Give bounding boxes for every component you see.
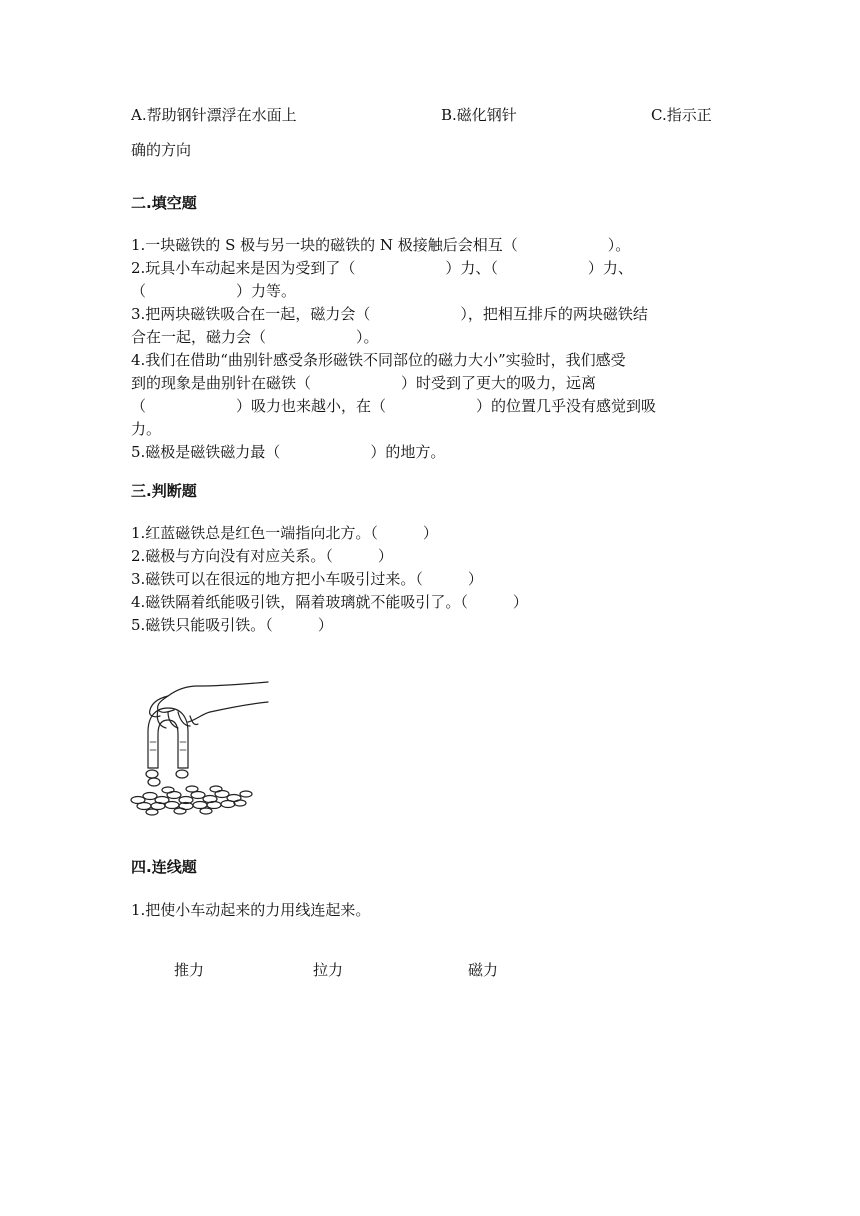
fill-blank-line: 3.把两块磁铁吸合在一起，磁力会（ ），把相互排斥的两块磁铁结 <box>131 305 648 323</box>
fill-blank-line: 5.磁极是磁铁磁力最（ ）的地方。 <box>131 443 446 461</box>
fill-blank-line: 到的现象是曲别针在磁铁（ ）时受到了更大的吸力，远离 <box>131 374 597 392</box>
fill-blank-line: 合在一起，磁力会（ ）。 <box>131 328 379 346</box>
option-b: B.磁化钢针 <box>441 106 517 124</box>
true-false-line: 1.红蓝磁铁总是红色一端指向北方。（ ） <box>131 524 438 542</box>
option-c-start: C.指示正 <box>651 106 712 124</box>
true-false-line: 5.磁铁只能吸引铁。（ ） <box>131 616 333 634</box>
force-magnetic-label: 磁力 <box>468 961 499 979</box>
fill-blank-line: 2.玩具小车动起来是因为受到了（ ）力、（ ）力、 <box>131 259 633 277</box>
section-matching-title: 四.连线题 <box>131 858 197 876</box>
fill-blank-line: 4.我们在借助“曲别针感受条形磁铁不同部位的磁力大小”实验时，我们感受 <box>131 351 626 369</box>
true-false-line: 4.磁铁隔着纸能吸引铁，隔着玻璃就不能吸引了。（ ） <box>131 593 528 611</box>
fill-blank-line: 1.一块磁铁的 S 极与另一块的磁铁的 N 极接触后会相互（ ）。 <box>131 236 631 254</box>
option-c-end: 确的方向 <box>131 141 192 159</box>
true-false-line: 2.磁极与方向没有对应关系。（ ） <box>131 547 393 565</box>
magnet-illustration <box>128 672 270 817</box>
fill-blank-line: （ ）吸力也来越小，在（ ）的位置几乎没有感觉到吸 <box>131 397 657 415</box>
section-fill-blank-title: 二.填空题 <box>131 194 197 212</box>
fill-blank-line: （ ）力等。 <box>131 282 297 300</box>
fill-blank-line: 力。 <box>131 420 162 438</box>
force-push-label: 推力 <box>174 961 205 979</box>
section-true-false-title: 三.判断题 <box>131 482 197 500</box>
matching-question: 1.把使小车动起来的力用线连起来。 <box>131 901 371 919</box>
true-false-line: 3.磁铁可以在很远的地方把小车吸引过来。（ ） <box>131 570 483 588</box>
force-pull-label: 拉力 <box>313 961 344 979</box>
option-a: A.帮助钢针漂浮在水面上 <box>131 106 297 124</box>
